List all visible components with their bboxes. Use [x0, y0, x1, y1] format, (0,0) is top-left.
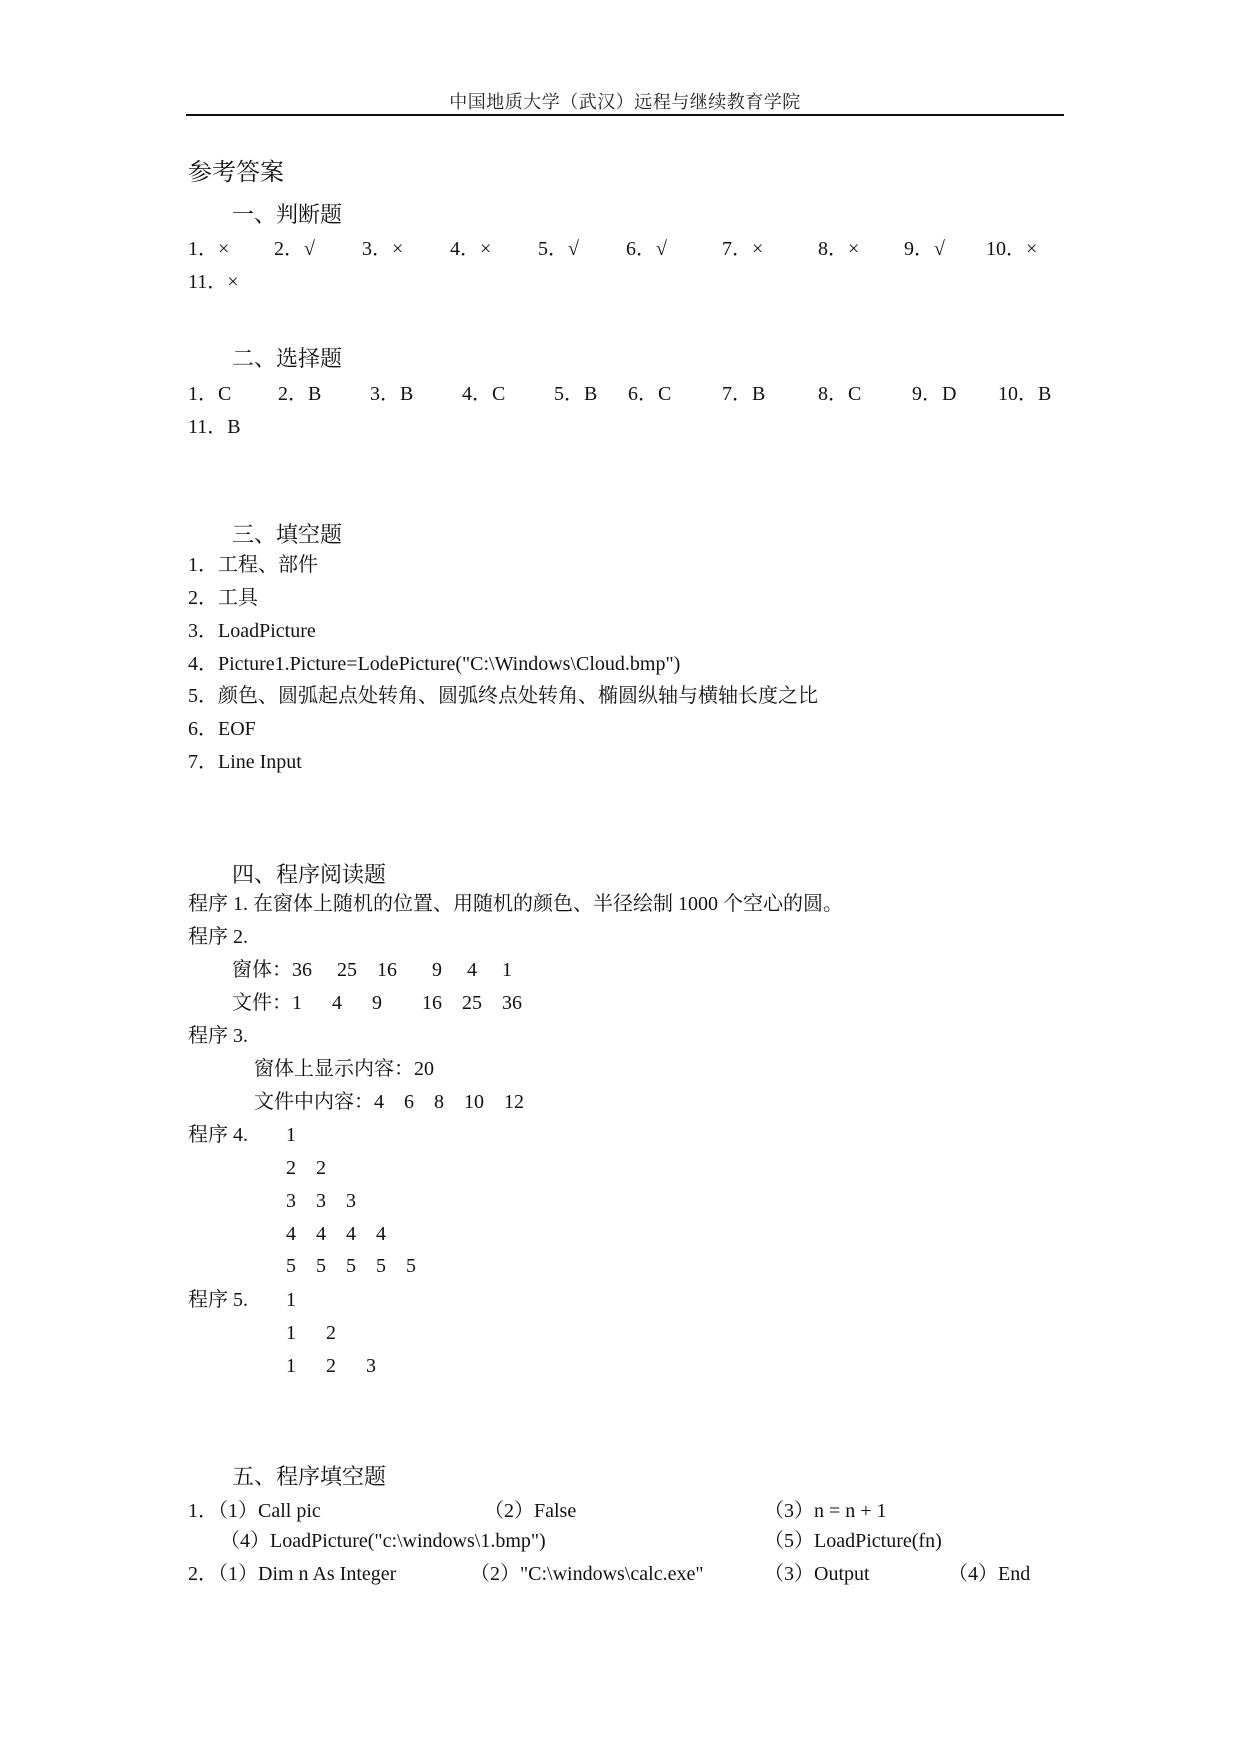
answer-item: 5．√: [538, 238, 579, 260]
program-4-output-row: 5 5 5 5 5: [286, 1255, 416, 1277]
answer-item: （3）n = n + 1: [764, 1500, 887, 1522]
list-item: 7．Line Input: [188, 751, 302, 773]
list-item: 2．工具: [188, 587, 258, 609]
program-2-window-output: 窗体：36 25 16 9 4 1: [232, 959, 512, 981]
answer-item: 11．B: [188, 416, 241, 438]
answer-item: 8．×: [818, 238, 860, 260]
section-choice-heading: 二、选择题: [232, 347, 343, 372]
program-4-output-row: 3 3 3: [286, 1190, 356, 1212]
section-fill-blank-heading: 三、填空题: [232, 523, 343, 548]
program-1-answer: 程序 1. 在窗体上随机的位置、用随机的颜色、半径绘制 1000 个空心的圆。: [188, 893, 843, 915]
program-2-label: 程序 2.: [188, 926, 248, 948]
answer-item: 2．B: [278, 383, 322, 405]
answer-item: 2．√: [274, 238, 315, 260]
answer-item: 4．×: [450, 238, 492, 260]
answer-item: （5）LoadPicture(fn): [764, 1530, 942, 1552]
answer-item: 10．×: [986, 238, 1038, 260]
program-3-file-output: 文件中内容：4 6 8 10 12: [254, 1091, 524, 1113]
program-4-output-row: 4 4 4 4: [286, 1223, 386, 1245]
answer-item: 6．√: [626, 238, 667, 260]
answer-item: 2．（1）Dim n As Integer: [188, 1563, 397, 1585]
program-5-output-row: 1 2: [286, 1322, 336, 1344]
answer-item: 1．C: [188, 383, 232, 405]
list-item: 3．LoadPicture: [188, 620, 316, 642]
answer-item: 3．×: [362, 238, 404, 260]
answer-item: 9．D: [912, 383, 957, 405]
program-4-output-row: 2 2: [286, 1157, 326, 1179]
answer-item: 11．×: [188, 271, 239, 293]
section-program-fill-heading: 五、程序填空题: [232, 1465, 387, 1490]
page-title: 参考答案: [188, 158, 284, 186]
answer-item: （2）"C:\windows\calc.exe": [470, 1563, 704, 1585]
program-4-label: 程序 4.: [188, 1124, 248, 1146]
program-5-label: 程序 5.: [188, 1289, 248, 1311]
program-3-window-output: 窗体上显示内容：20: [254, 1058, 434, 1080]
answer-item: 1．×: [188, 238, 230, 260]
page-header: 中国地质大学（武汉）远程与继续教育学院: [449, 92, 801, 112]
list-item: 4．Picture1.Picture=LodePicture("C:\Windows\Cloud.bmp"): [188, 653, 681, 675]
program-5-output-row: 1: [286, 1289, 296, 1311]
answer-item: 7．B: [722, 383, 766, 405]
section-program-reading-heading: 四、程序阅读题: [232, 863, 387, 888]
answer-item: 7．×: [722, 238, 764, 260]
answer-item: 8．C: [818, 383, 862, 405]
answer-item: （2）False: [484, 1500, 577, 1522]
answer-item: 1．（1）Call pic: [188, 1500, 321, 1522]
section-true-false-heading: 一、判断题: [232, 203, 343, 228]
answer-item: 3．B: [370, 383, 414, 405]
answer-item: （4）LoadPicture("c:\windows\1.bmp"): [220, 1530, 546, 1552]
answer-item: 5．B: [554, 383, 598, 405]
program-4-output-row: 1: [286, 1124, 296, 1146]
program-5-output-row: 1 2 3: [286, 1355, 376, 1377]
answer-item: 4．C: [462, 383, 506, 405]
answer-item: （4）End: [948, 1563, 1031, 1585]
program-2-file-output: 文件：1 4 9 16 25 36: [232, 992, 522, 1014]
answer-item: （3）Output: [764, 1563, 870, 1585]
program-3-label: 程序 3.: [188, 1025, 248, 1047]
answer-item: 10．B: [998, 383, 1052, 405]
list-item: 6．EOF: [188, 718, 256, 740]
header-divider: [186, 114, 1064, 116]
list-item: 1．工程、部件: [188, 554, 318, 576]
list-item: 5．颜色、圆弧起点处转角、圆弧终点处转角、椭圆纵轴与横轴长度之比: [188, 685, 818, 707]
answer-item: 9．√: [904, 238, 945, 260]
answer-item: 6．C: [628, 383, 672, 405]
